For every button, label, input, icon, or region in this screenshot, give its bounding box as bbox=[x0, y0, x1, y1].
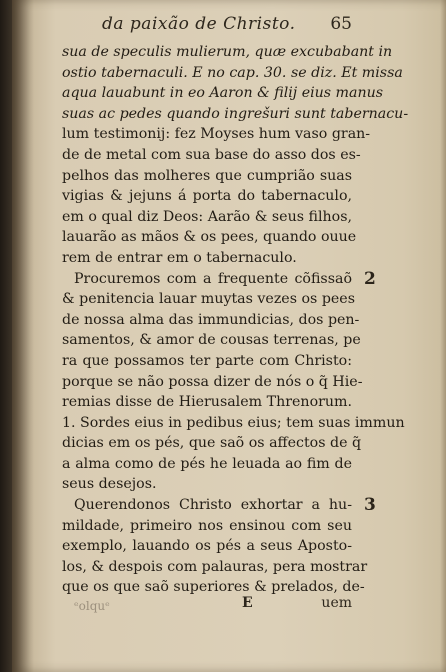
faded-bleed-through-text: ᵉolquᵉ bbox=[74, 599, 110, 613]
margin-note-number: 2 bbox=[364, 268, 376, 289]
text-line: vigias & jejuns á porta do tabernaculo, bbox=[62, 188, 352, 205]
text-line: lauarão as mãos & os pees, quando ouue bbox=[62, 229, 357, 246]
book-spine bbox=[0, 0, 12, 672]
text-line: Procuremos com a frequente cõfissaõ bbox=[74, 270, 352, 287]
text-line: 1. Sordes eius in pedibus eius; tem suas immun bbox=[62, 414, 405, 431]
text-line: aqua lauabunt in eo Aaron & filij eius manus bbox=[62, 85, 384, 102]
signature-mark: E bbox=[242, 595, 253, 611]
text-line: remias disse de Hierusalem Threnorum. bbox=[62, 394, 352, 411]
text-line: samentos, & amor de cousas terrenas, pe bbox=[62, 332, 361, 349]
text-line: dicias em os pés, que saõ os affectos de q̃ bbox=[62, 435, 362, 452]
gutter-shadow bbox=[12, 0, 34, 672]
running-head: da paixão de Christo. bbox=[102, 14, 296, 34]
text-line: ostio tabernaculi. E no cap. 30. se diz. Et missa bbox=[62, 64, 403, 81]
text-line: que os que saõ superiores & prelados, de- bbox=[62, 579, 365, 596]
book-page bbox=[12, 0, 446, 672]
text-line: seus desejos. bbox=[62, 476, 157, 493]
page-number: 65 bbox=[330, 14, 352, 34]
text-line: de de metal com sua base do asso dos es- bbox=[62, 146, 361, 163]
text-line: mildade, primeiro nos ensinou com seu bbox=[62, 517, 352, 534]
margin-note-number: 3 bbox=[364, 495, 376, 516]
text-line: de nossa alma das immundicias, dos pen- bbox=[62, 311, 360, 328]
text-line: sua de speculis mulierum, quæ excubabant in bbox=[62, 44, 393, 60]
text-line: lum testimonij: fez Moyses hum vaso gran- bbox=[62, 126, 371, 143]
text-line: & penitencia lauar muytas vezes os pees bbox=[62, 291, 355, 308]
text-line: pelhos das molheres que cumprião suas bbox=[62, 167, 352, 184]
text-line: los, & despois com palauras, pera mostrar bbox=[62, 558, 368, 575]
text-line: exemplo, lauando os pés a seus Aposto- bbox=[62, 538, 352, 555]
text-line: Querendonos Christo exhortar a hu- bbox=[74, 497, 352, 514]
text-block bbox=[62, 42, 409, 598]
text-line: rem de entrar em o tabernaculo. bbox=[62, 249, 297, 266]
page-edge bbox=[440, 0, 446, 672]
page-footer bbox=[62, 595, 352, 617]
text-line: em o qual diz Deos: Aarão & seus filhos, bbox=[62, 208, 352, 225]
catchword: uem bbox=[321, 595, 352, 611]
text-line: porque se não possa dizer de nós o q̃ Hie- bbox=[62, 373, 363, 390]
text-line: suas ac pedes quando ingrešuri sunt tabernacu- bbox=[62, 105, 409, 122]
text-line: ra que possamos ter parte com Christo: bbox=[62, 352, 352, 369]
text-line: a alma como de pés he leuada ao fim de bbox=[62, 455, 352, 472]
